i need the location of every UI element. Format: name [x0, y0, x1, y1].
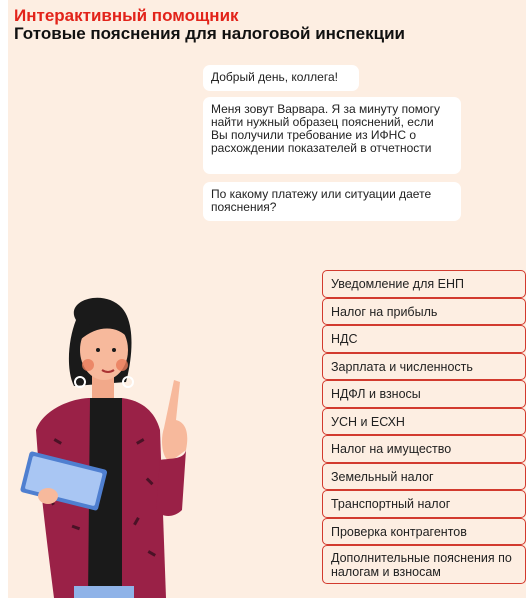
menu-item-profit-tax[interactable]: Налог на прибыль — [322, 298, 526, 326]
page-subtitle: Готовые пояснения для налоговой инспекции — [14, 24, 405, 43]
menu-item-counterparties[interactable]: Проверка контрагентов — [322, 518, 526, 546]
menu-item-ndfl[interactable]: НДФЛ и взносы — [322, 380, 526, 408]
chat-message-intro: Меня зовут Варвара. Я за минуту помогу найти нужный образец пояснений, если Вы получили требование из ИФНС о расхождении показателей в отчетности — [203, 97, 461, 174]
menu-item-land-tax[interactable]: Земельный налог — [322, 463, 526, 491]
page-title: Интерактивный помощник — [14, 6, 239, 25]
topic-menu — [322, 270, 526, 584]
menu-item-property-tax[interactable]: Налог на имущество — [322, 435, 526, 463]
menu-item-usn[interactable]: УСН и ЕСХН — [322, 408, 526, 436]
menu-item-additional[interactable]: Дополнительные пояснения по налогам и взносам — [322, 545, 526, 584]
chat-message-greeting: Добрый день, коллега! — [203, 65, 359, 91]
menu-item-salary[interactable]: Зарплата и численность — [322, 353, 526, 381]
menu-item-vat[interactable]: НДС — [322, 325, 526, 353]
chat-message-question: По какому платежу или ситуации даете пояснения? — [203, 182, 461, 221]
menu-item-enp-notice[interactable]: Уведомление для ЕНП — [322, 270, 526, 298]
assistant-illustration — [14, 290, 204, 598]
menu-item-transport-tax[interactable]: Транспортный налог — [322, 490, 526, 518]
